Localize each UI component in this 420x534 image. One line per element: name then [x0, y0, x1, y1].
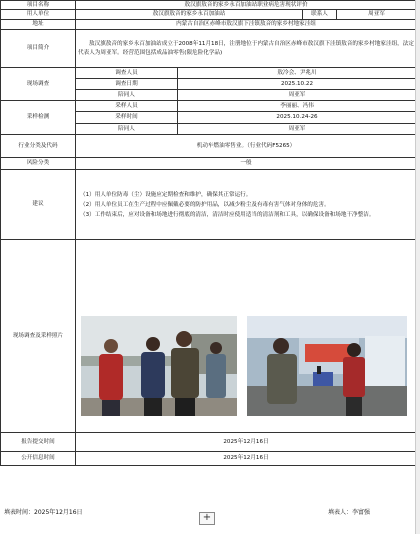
sampling-date-label: 采样时间 [76, 112, 178, 124]
row-publish-time [1, 452, 417, 466]
industry-value: 机动车燃油零售业。（行业代码F5265） [76, 135, 417, 158]
survey-date-value: 2025.10.22 [178, 79, 417, 90]
fill-time: 填表时间：2025年12月16日 [4, 509, 83, 516]
employer-label: 用人单位 [1, 10, 76, 20]
sampling-escort-value: 周亚军 [178, 124, 417, 135]
advice-item: （3）工作结束后，应对设备和场地进行彻底的清洁，清洁时应使用适当的清洁剂和工具，以确保设备和场地干净整洁。 [80, 211, 375, 218]
filler: 填表人：李富强 [328, 509, 371, 516]
survey-escort-label: 陪同人 [76, 90, 178, 101]
survey-staff-label: 调查人员 [76, 68, 178, 79]
row-risk [1, 158, 417, 170]
risk-value: 一般 [76, 158, 417, 170]
project-name-value: 敖汉旗敖音的家乡永百加油站职业病危害现状评价 [76, 1, 417, 10]
row-employer [1, 10, 417, 20]
row-address [1, 20, 417, 30]
row-sampling-staff [1, 101, 417, 112]
employer-value: 敖汉旗敖音的家乡永百加油站 [76, 10, 303, 20]
row-project-name [1, 1, 417, 10]
survey-staff-value: 敖冷会、尹兆川 [178, 68, 417, 79]
advice-label: 建议 [1, 170, 76, 240]
advice-item: （2）用人单位员工在生产过程中应佩戴必要的防护用品，以减少粉尘及有毒有害气体对身体的危害。 [80, 201, 330, 208]
photos-label: 现场调查及采样照片 [1, 240, 76, 433]
intro-label: 项目简介 [1, 30, 76, 68]
contact-label: 联系人 [303, 10, 337, 20]
site-photo-group [81, 316, 237, 416]
report-time-label: 报告提交时间 [1, 433, 76, 452]
risk-label: 风险分类 [1, 158, 76, 170]
report-time-value: 2025年12月16日 [76, 433, 417, 452]
publish-time-label: 公开信息时间 [1, 452, 76, 466]
sampling-label: 采样检测 [1, 101, 76, 135]
advice-item: （1）用人单位防毒（尘）设施应定期检查和维护，确保其正常运行。 [80, 191, 252, 198]
add-button[interactable]: + [199, 512, 215, 525]
project-name-label: 项目名称 [1, 1, 76, 10]
contact-value: 周亚军 [337, 10, 417, 20]
survey-escort-value: 周亚军 [178, 90, 417, 101]
row-advice [1, 170, 417, 240]
survey-date-label: 调查日期 [76, 79, 178, 90]
site-photo-sampling [247, 316, 407, 416]
row-report-time [1, 433, 417, 452]
publish-time-value: 2025年12月16日 [76, 452, 417, 466]
advice-list [76, 170, 417, 240]
row-industry [1, 135, 417, 158]
sampling-staff-value: 李丽丽、冯伟 [178, 101, 417, 112]
scrollbar[interactable] [415, 0, 420, 534]
intro-value: 敖汉旗敖音的家乡永百加油站成立于2008年11月18日，注册地位于内蒙古自治区赤峰市敖汉旗下洼镇敖音的家乡村地家洼组，法定代表人为周亚军。经营范围包括成品油零售(限危险化学品) [76, 30, 417, 68]
address-value: 内蒙古自治区赤峰市敖汉旗下洼镇敖音的家乡村地家洼组 [76, 20, 417, 30]
industry-label: 行业分类及代码 [1, 135, 76, 158]
sampling-staff-label: 采样人员 [76, 101, 178, 112]
survey-label: 现场调查 [1, 68, 76, 101]
address-label: 地址 [1, 20, 76, 30]
sampling-escort-label: 陪同人 [76, 124, 178, 135]
row-survey-staff [1, 68, 417, 79]
sampling-date-value: 2025.10.24-26 [178, 112, 417, 124]
row-intro [1, 30, 417, 68]
